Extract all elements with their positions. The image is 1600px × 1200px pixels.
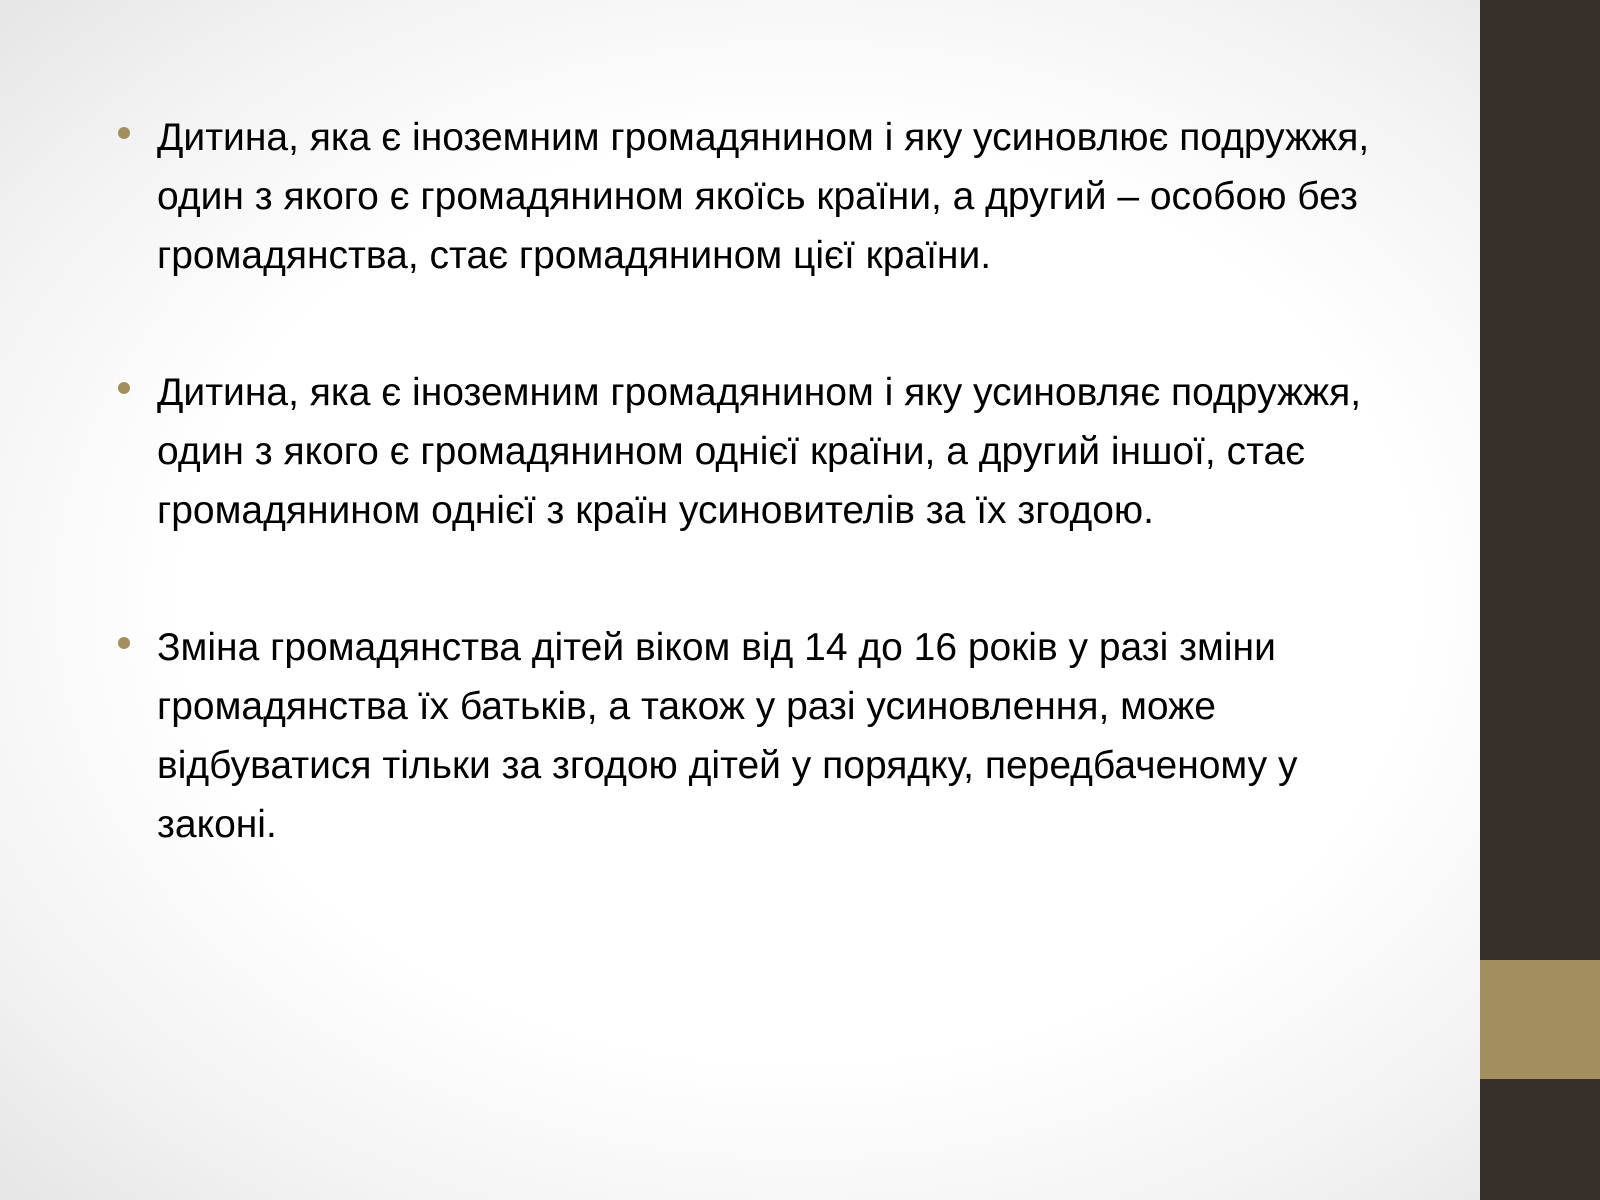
bullet-dot-icon [118, 637, 130, 649]
bullet-dot-icon [118, 382, 130, 394]
bullet-item-3 [112, 618, 1402, 854]
bullet-text: Зміна громадянства дітей віком від 14 до 16 років у разі зміни громадянства їх батьків, а також у разі усиновлення, може відбуватися тільки за згодою дітей у порядку, передбаченому у законі. [157, 626, 1298, 846]
bullet-text: Дитина, яка є іноземним громадянином і яку усиновлює подружжя, один з якого є громадянином якоїсь країни, а другий – особою без громадянства, стає громадянином цієї країни. [157, 116, 1370, 277]
accent-decorative-block [1480, 960, 1600, 1079]
bullet-list [112, 108, 1402, 854]
bullet-item-2 [112, 363, 1402, 540]
bullet-item-1 [112, 108, 1402, 285]
bullet-text: Дитина, яка є іноземним громадянином і яку усиновляє подружжя, один з якого є громадянином однієї країни, а другий іншої, стає громадянином однієї з країн усиновителів за їх згодою. [157, 371, 1362, 532]
bullet-dot-icon [118, 127, 130, 139]
